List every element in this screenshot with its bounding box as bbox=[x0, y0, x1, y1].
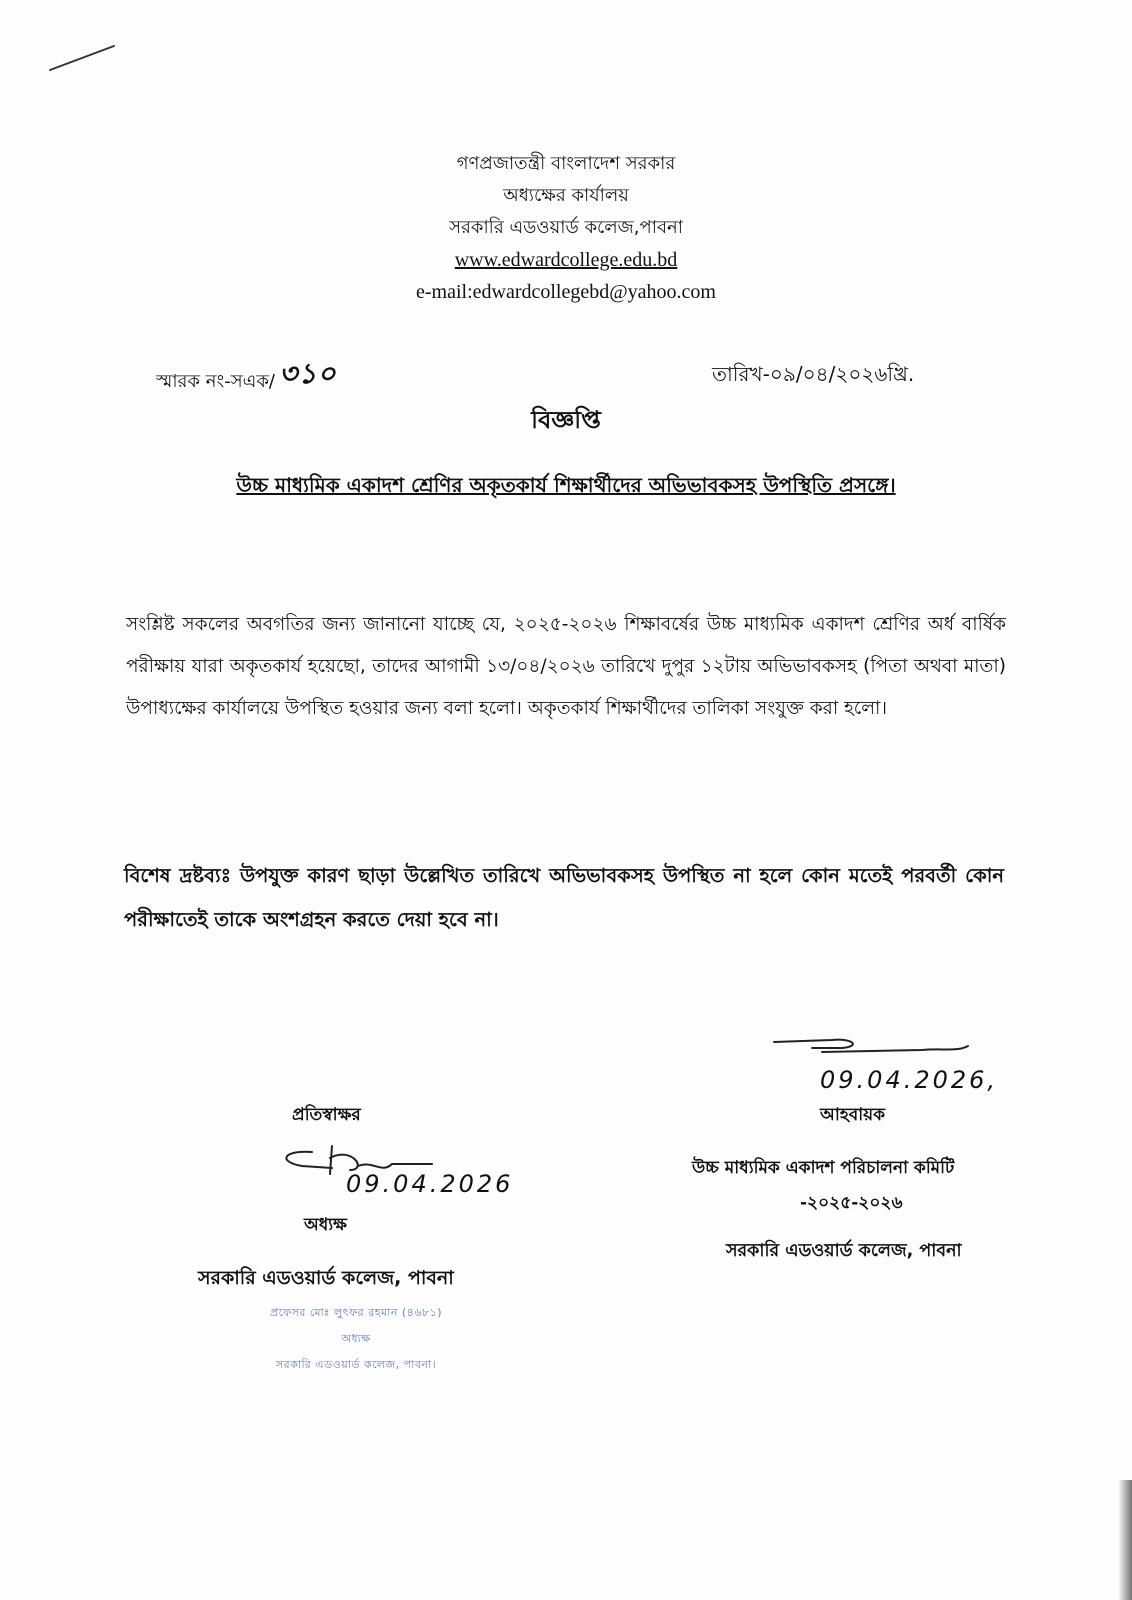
principal-college: সরকারি এডওয়ার্ড কলেজ, পাবনা bbox=[198, 1267, 454, 1289]
convener-title: আহবায়ক bbox=[820, 1105, 886, 1125]
principal-title: অধ্যক্ষ bbox=[304, 1215, 347, 1235]
convener-signature bbox=[772, 1034, 972, 1064]
memo-number bbox=[156, 356, 337, 403]
page-edge-shadow bbox=[1118, 1480, 1132, 1600]
seal-name: প্রফেসর মোঃ লুৎফর রহমান (৪৬৮১) bbox=[269, 1306, 443, 1319]
email-address: e-mail:edwardcollegebd@yahoo.com bbox=[416, 281, 716, 303]
notice-subject: উচ্চ মাধ্যমিক একাদশ শ্রেণির অকৃতকার্য শিক্ষার্থীদের অভিভাবকসহ উপস্থিতি প্রসঙ্গে। bbox=[236, 473, 896, 497]
memo-handwritten-number: ৩১০ bbox=[278, 357, 337, 390]
convener-handwritten-date: 09.04.2026, bbox=[820, 1066, 999, 1094]
seal-title: অধ্যক্ষ bbox=[341, 1332, 371, 1345]
committee-name: উচ্চ মাধ্যমিক একাদশ পরিচালনা কমিটি bbox=[692, 1158, 955, 1178]
countersign-label: প্রতিস্বাক্ষর bbox=[292, 1105, 361, 1125]
seal-college: সরকারি এডওয়ার্ড কলেজ, পাবনা। bbox=[275, 1358, 437, 1371]
office-name: অধ্যক্ষের কার্যালয় bbox=[503, 185, 629, 206]
convener-college: সরকারি এডওয়ার্ড কলেজ, পাবনা bbox=[726, 1241, 962, 1261]
college-name: সরকারি এডওয়াৰ্ড কলেজ,পাবনা bbox=[449, 217, 683, 238]
principal-seal bbox=[236, 1300, 476, 1378]
committee-session: -২০২৫-২০২৬ bbox=[800, 1193, 903, 1213]
government-name: গণপ্রজাতন্ত্রী বাংলাদেশ সরকার bbox=[456, 153, 676, 174]
notice-body: সংশ্লিষ্ট সকলের অবগতির জন্য জানানো যাচ্ছে যে, ২০২৫-২০২৬ শিক্ষাবর্ষের উচ্চ মাধ্যমিক একাদশ শ্রেণির অর্ধ বার্ষিক পরীক্ষায় যারা অকৃতকার্য হয়েছো, তাদের আগামী ১৩/০৪/২০২৬ তারিখে দুপুর ১২টায় অভিভাবকসহ (পিতা অথবা মাতা) উপাধ্যক্ষের কার্যালয়ে উপস্থিত হওয়ার জন্য বলা হলো। অকৃতকার্য শিক্ষার্থীদের তালিকা সংযুক্ত করা হলো। bbox=[126, 614, 1006, 719]
issue-date: তারিখ-০৯/০৪/২০২৬খ্রি. bbox=[712, 362, 915, 386]
memo-label: স্মারক নং-সএক/ bbox=[156, 371, 275, 392]
notice-title: বিজ্ঞপ্তি bbox=[531, 406, 601, 434]
letterhead bbox=[0, 148, 1132, 308]
special-note: বিশেষ দ্রষ্টব্যঃ উপযুক্ত কারণ ছাড়া উল্লেখিত তারিখে অভিভাবকসহ উপস্থিত না হলে কোন মতেই পরবর্তী কোন পরীক্ষাতেই তাকে অংশগ্রহন করতে দেয়া হবে না। bbox=[124, 864, 1004, 931]
principal-handwritten-date: 09.04.2026 bbox=[346, 1170, 514, 1198]
pen-mark bbox=[44, 40, 124, 80]
website-link[interactable]: www.edwardcollege.edu.bd bbox=[454, 249, 678, 271]
